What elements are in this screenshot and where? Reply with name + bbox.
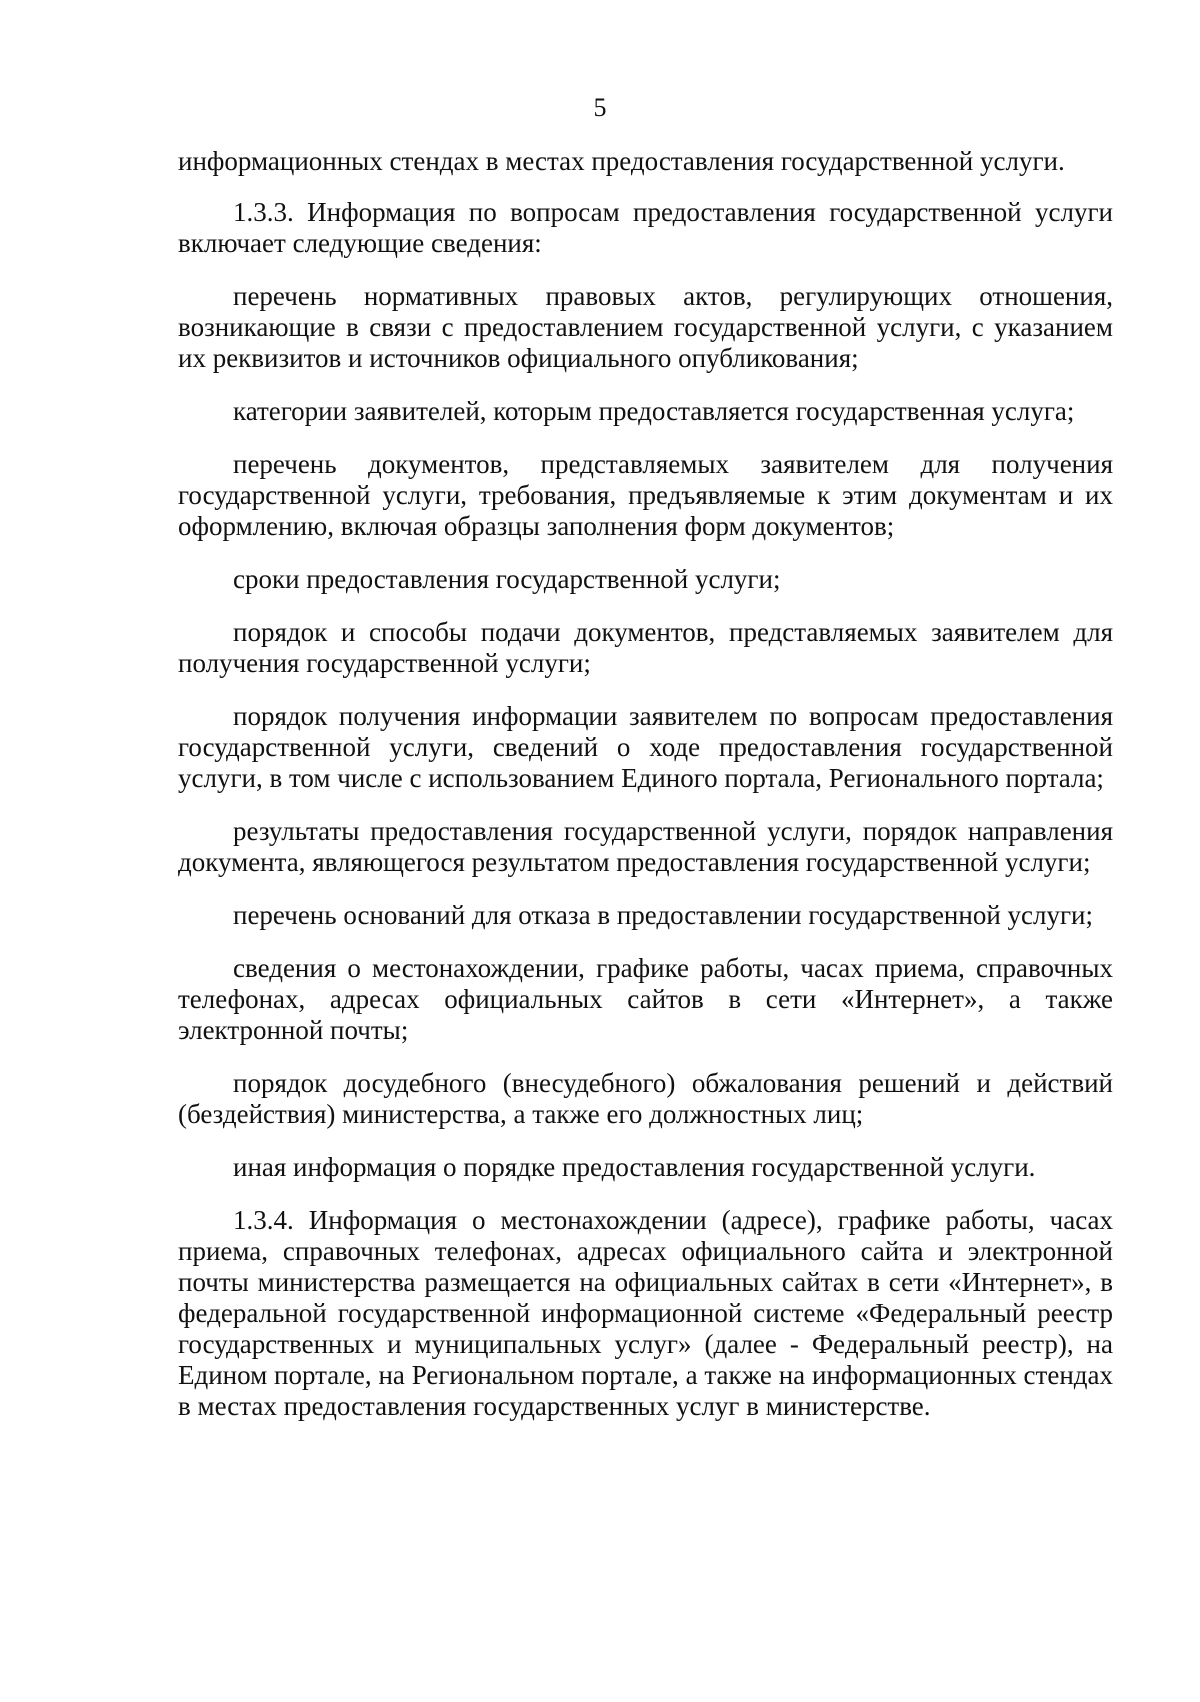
paragraph-section-1-3-3: 1.3.3. Информация по вопросам предоставления государственной услуги включает следующие сведения: [178, 197, 1113, 258]
list-item-normative-acts: перечень нормативных правовых актов, регулирующих отношения, возникающие в связи с предоставлением государственной услуги, с указанием их реквизитов и источников официального опубликования; [178, 281, 1113, 373]
list-item-refusal-grounds: перечень оснований для отказа в предоставлении государственной услуги; [233, 900, 1094, 930]
paragraph-continuation: информационных стендах в местах предоставления государственной услуги. [178, 146, 1065, 176]
list-item-submission-methods: порядок и способы подачи документов, представляемых заявителем для получения государственной услуги; [178, 617, 1113, 678]
list-item-contact-information: сведения о местонахождении, графике работы, часах приема, справочных телефонах, адресах официальных сайтов в сети «Интернет», а также электронной почты; [178, 953, 1113, 1045]
paragraph-section-1-3-4: 1.3.4. Информация о местонахождении (адресе), графике работы, часах приема, справочных телефонах, адресах официального сайта и электронной почты министерства размещается на официальных сайтах в сети «Интернет», в федеральной государственной информационной системе «Федеральный реестр государственных и муниципальных услуг» (далее - Федеральный реестр), на Едином портале, на Региональном портале, а также на информационных стендах в местах предоставления государственных услуг в министерстве. [178, 1205, 1113, 1421]
document-body [178, 146, 1113, 1444]
list-item-information-procedure: порядок получения информации заявителем по вопросам предоставления государственной услуги, сведений о ходе предоставления государственной услуги, в том числе с использованием Единого портала, Регионального портала; [178, 701, 1113, 793]
list-item-applicant-categories: категории заявителей, которым предоставляется государственная услуга; [233, 396, 1075, 426]
list-item-appeal-procedure: порядок досудебного (внесудебного) обжалования решений и действий (бездействия) министерства, а также его должностных лиц; [178, 1068, 1113, 1129]
page-number: 5 [593, 93, 607, 122]
list-item-service-results: результаты предоставления государственной услуги, порядок направления документа, являющегося результатом предоставления государственной услуги; [178, 816, 1113, 877]
list-item-other-information: иная информация о порядке предоставления государственной услуги. [233, 1152, 1036, 1182]
list-item-service-terms: сроки предоставления государственной услуги; [233, 564, 781, 594]
list-item-documents-list: перечень документов, представляемых заявителем для получения государственной услуги, требования, предъявляемые к этим документам и их оформлению, включая образцы заполнения форм документов; [178, 449, 1113, 541]
